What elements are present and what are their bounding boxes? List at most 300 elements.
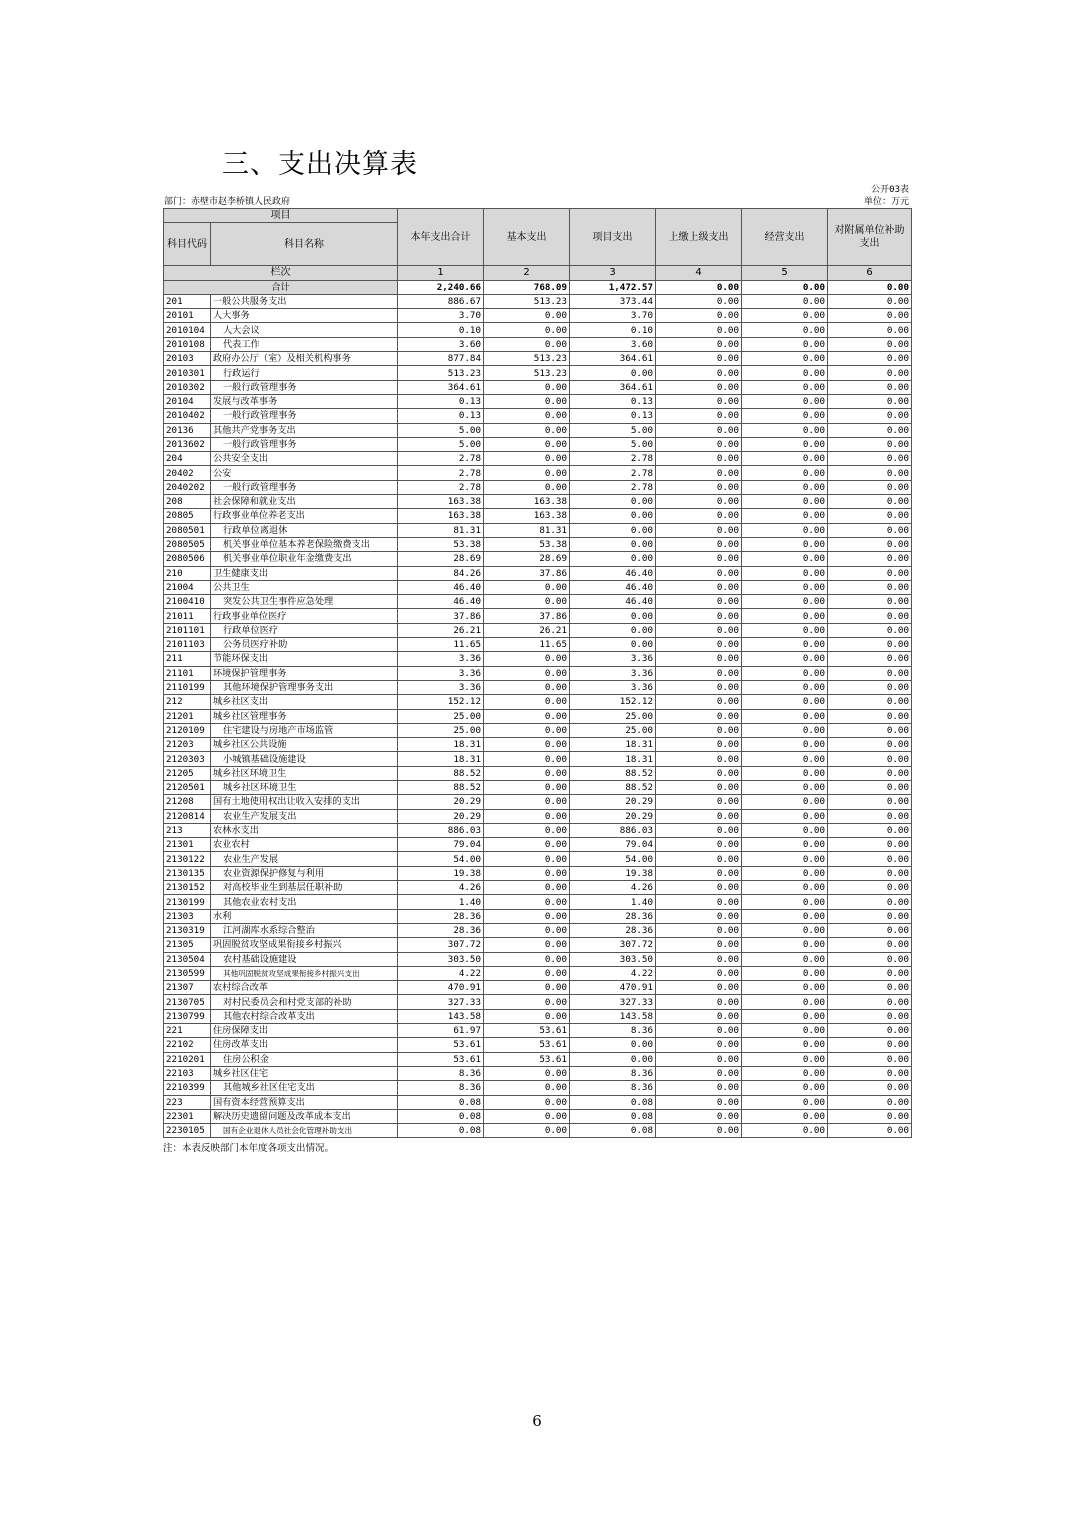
amount-cell: 37.86 — [484, 609, 570, 623]
amount-cell: 0.00 — [828, 609, 912, 623]
amount-cell: 25.00 — [570, 723, 656, 737]
amount-cell: 0.00 — [484, 952, 570, 966]
expenditure-table-sheet — [163, 182, 911, 1154]
expenditure-table — [163, 208, 912, 1138]
amount-cell: 0.00 — [828, 966, 912, 980]
header-col-operating: 经营支出 — [742, 209, 828, 266]
amount-cell: 0.00 — [484, 1095, 570, 1109]
subject-code: 2120109 — [164, 723, 211, 737]
subject-name: 社会保障和就业支出 — [211, 495, 398, 509]
amount-cell: 0.00 — [570, 509, 656, 523]
table-row — [164, 652, 912, 666]
amount-cell: 0.00 — [656, 566, 742, 580]
amount-cell: 2.78 — [398, 466, 484, 480]
amount-cell: 26.21 — [484, 623, 570, 637]
amount-cell: 0.00 — [656, 909, 742, 923]
amount-cell: 364.61 — [398, 380, 484, 394]
amount-cell: 0.00 — [656, 480, 742, 494]
subject-name: 水利 — [211, 909, 398, 923]
subject-name: 一般公共服务支出 — [211, 294, 398, 308]
amount-cell: 0.00 — [828, 523, 912, 537]
subject-name: 国有企业退休人员社会化管理补助支出 — [211, 1124, 398, 1138]
subject-code: 21307 — [164, 981, 211, 995]
amount-cell: 0.00 — [484, 981, 570, 995]
amount-cell: 0.00 — [828, 495, 912, 509]
table-row — [164, 866, 912, 880]
table-row — [164, 823, 912, 837]
amount-cell: 0.00 — [828, 666, 912, 680]
amount-cell: 0.00 — [742, 366, 828, 380]
amount-cell: 0.00 — [828, 1024, 912, 1038]
amount-cell: 364.61 — [570, 380, 656, 394]
amount-cell: 28.69 — [484, 552, 570, 566]
amount-cell: 0.00 — [656, 652, 742, 666]
amount-cell: 0.00 — [656, 709, 742, 723]
amount-cell: 0.00 — [484, 938, 570, 952]
amount-cell: 0.00 — [656, 452, 742, 466]
amount-cell: 0.00 — [742, 580, 828, 594]
amount-cell: 0.00 — [828, 1066, 912, 1080]
amount-cell: 0.00 — [828, 738, 912, 752]
amount-cell: 0.00 — [828, 795, 912, 809]
amount-cell: 0.00 — [656, 595, 742, 609]
table-row — [164, 409, 912, 423]
amount-cell: 1.40 — [570, 895, 656, 909]
subject-code: 21301 — [164, 838, 211, 852]
amount-cell: 53.61 — [398, 1052, 484, 1066]
total-row — [164, 280, 912, 294]
amount-cell: 0.00 — [828, 580, 912, 594]
header-col-number: 4 — [656, 266, 742, 280]
amount-cell: 163.38 — [398, 495, 484, 509]
amount-cell: 0.00 — [484, 1066, 570, 1080]
subject-name: 其他共产党事务支出 — [211, 423, 398, 437]
amount-cell: 0.00 — [742, 795, 828, 809]
amount-cell: 0.00 — [656, 1009, 742, 1023]
amount-cell: 0.00 — [742, 738, 828, 752]
amount-cell: 2.78 — [570, 452, 656, 466]
subject-code: 20103 — [164, 352, 211, 366]
amount-cell: 2.78 — [398, 452, 484, 466]
table-row — [164, 309, 912, 323]
subject-name: 其他巩固脱贫攻坚成果衔接乡村振兴支出 — [211, 966, 398, 980]
subject-code: 212 — [164, 695, 211, 709]
subject-name: 人大事务 — [211, 309, 398, 323]
amount-cell: 0.00 — [656, 881, 742, 895]
amount-cell: 0.00 — [570, 523, 656, 537]
amount-cell: 0.00 — [656, 337, 742, 351]
amount-cell: 0.00 — [656, 380, 742, 394]
page-number: 6 — [532, 1412, 542, 1430]
amount-cell: 0.00 — [484, 866, 570, 880]
amount-cell: 152.12 — [570, 695, 656, 709]
amount-cell: 0.00 — [828, 366, 912, 380]
subject-name: 卫生健康支出 — [211, 566, 398, 580]
amount-cell: 0.00 — [742, 1095, 828, 1109]
amount-cell: 8.36 — [398, 1081, 484, 1095]
amount-cell: 0.00 — [484, 337, 570, 351]
amount-cell: 46.40 — [570, 580, 656, 594]
amount-cell: 152.12 — [398, 695, 484, 709]
amount-cell: 3.60 — [570, 337, 656, 351]
amount-cell: 0.00 — [828, 852, 912, 866]
amount-cell: 88.52 — [570, 780, 656, 794]
amount-cell: 0.00 — [484, 1009, 570, 1023]
amount-cell: 0.08 — [570, 1124, 656, 1138]
amount-cell: 0.00 — [656, 1081, 742, 1095]
amount-cell: 0.00 — [656, 580, 742, 594]
amount-cell: 0.00 — [742, 923, 828, 937]
amount-cell: 4.22 — [570, 966, 656, 980]
subject-code: 223 — [164, 1095, 211, 1109]
amount-cell: 0.00 — [570, 366, 656, 380]
amount-cell: 0.00 — [484, 738, 570, 752]
table-row — [164, 366, 912, 380]
amount-cell: 0.00 — [656, 1109, 742, 1123]
amount-cell: 0.00 — [484, 809, 570, 823]
amount-cell: 0.00 — [742, 380, 828, 394]
subject-code: 20402 — [164, 466, 211, 480]
amount-cell: 79.04 — [398, 838, 484, 852]
amount-cell: 0.00 — [656, 680, 742, 694]
subject-name: 对高校毕业生到基层任职补助 — [211, 881, 398, 895]
subject-code: 204 — [164, 452, 211, 466]
amount-cell: 0.00 — [656, 1066, 742, 1080]
subject-name: 国有土地使用权出让收入安排的支出 — [211, 795, 398, 809]
table-row — [164, 952, 912, 966]
amount-cell: 0.00 — [828, 595, 912, 609]
subject-code: 2013602 — [164, 437, 211, 451]
amount-cell: 886.03 — [570, 823, 656, 837]
amount-cell: 0.00 — [656, 537, 742, 551]
amount-cell: 53.38 — [398, 537, 484, 551]
subject-name: 机关事业单位基本养老保险缴费支出 — [211, 537, 398, 551]
header-col-subsidy: 对附属单位补助支出 — [828, 209, 912, 266]
amount-cell: 88.52 — [398, 780, 484, 794]
table-row — [164, 638, 912, 652]
amount-cell: 0.13 — [570, 409, 656, 423]
amount-cell: 0.00 — [828, 294, 912, 308]
amount-cell: 0.00 — [656, 1124, 742, 1138]
subject-name: 公务员医疗补助 — [211, 638, 398, 652]
amount-cell: 0.00 — [742, 952, 828, 966]
amount-cell: 0.00 — [742, 995, 828, 1009]
amount-cell: 0.00 — [656, 1052, 742, 1066]
subject-name: 江河湖库水系综合整治 — [211, 923, 398, 937]
amount-cell: 5.00 — [398, 437, 484, 451]
table-row — [164, 537, 912, 551]
subject-name: 国有资本经营预算支出 — [211, 1095, 398, 1109]
subject-code: 211 — [164, 652, 211, 666]
table-row — [164, 1066, 912, 1080]
total-value: 2,240.66 — [398, 280, 484, 294]
table-row — [164, 323, 912, 337]
subject-code: 2210399 — [164, 1081, 211, 1095]
amount-cell: 0.00 — [828, 409, 912, 423]
header-col-upper: 上缴上级支出 — [656, 209, 742, 266]
amount-cell: 0.00 — [742, 780, 828, 794]
amount-cell: 0.00 — [828, 1124, 912, 1138]
amount-cell: 18.31 — [570, 738, 656, 752]
amount-cell: 0.00 — [484, 780, 570, 794]
subject-name: 城乡社区支出 — [211, 695, 398, 709]
subject-code: 2101101 — [164, 623, 211, 637]
amount-cell: 81.31 — [398, 523, 484, 537]
amount-cell: 46.40 — [570, 595, 656, 609]
amount-cell: 0.00 — [570, 1038, 656, 1052]
amount-cell: 0.00 — [828, 938, 912, 952]
amount-cell: 0.00 — [484, 466, 570, 480]
subject-code: 21303 — [164, 909, 211, 923]
subject-code: 22301 — [164, 1109, 211, 1123]
amount-cell: 0.00 — [828, 838, 912, 852]
amount-cell: 0.00 — [656, 1038, 742, 1052]
amount-cell: 0.00 — [656, 1095, 742, 1109]
amount-cell: 0.00 — [828, 766, 912, 780]
amount-cell: 0.00 — [828, 881, 912, 895]
subject-name: 行政事业单位养老支出 — [211, 509, 398, 523]
header-col-basic: 基本支出 — [484, 209, 570, 266]
amount-cell: 81.31 — [484, 523, 570, 537]
subject-code: 21101 — [164, 666, 211, 680]
amount-cell: 513.23 — [484, 366, 570, 380]
amount-cell: 0.00 — [742, 394, 828, 408]
table-row — [164, 394, 912, 408]
amount-cell: 0.00 — [742, 852, 828, 866]
amount-cell: 0.00 — [656, 394, 742, 408]
subject-code: 2040202 — [164, 480, 211, 494]
unit-label: 单位：万元 — [863, 197, 909, 207]
subject-code: 20136 — [164, 423, 211, 437]
total-value: 768.09 — [484, 280, 570, 294]
subject-name: 解决历史遗留问题及改革成本支出 — [211, 1109, 398, 1123]
amount-cell: 0.00 — [656, 723, 742, 737]
amount-cell: 0.00 — [828, 780, 912, 794]
page-title: 三、支出决算表 — [222, 149, 418, 180]
header-col-number: 5 — [742, 266, 828, 280]
total-value: 0.00 — [828, 280, 912, 294]
amount-cell: 0.00 — [484, 409, 570, 423]
amount-cell: 0.13 — [398, 409, 484, 423]
amount-cell: 0.00 — [828, 466, 912, 480]
table-row — [164, 1052, 912, 1066]
department-label: 部门：赤壁市赵李桥镇人民政府 — [164, 197, 291, 207]
amount-cell: 0.00 — [484, 966, 570, 980]
amount-cell: 0.00 — [742, 1024, 828, 1038]
subject-code: 221 — [164, 1024, 211, 1038]
table-row — [164, 595, 912, 609]
subject-code: 2130319 — [164, 923, 211, 937]
amount-cell: 0.00 — [828, 1109, 912, 1123]
amount-cell: 0.00 — [656, 809, 742, 823]
amount-cell: 373.44 — [570, 294, 656, 308]
table-row — [164, 623, 912, 637]
subject-name: 农业农村 — [211, 838, 398, 852]
amount-cell: 54.00 — [398, 852, 484, 866]
subject-code: 213 — [164, 823, 211, 837]
amount-cell: 2.78 — [570, 480, 656, 494]
amount-cell: 513.23 — [398, 366, 484, 380]
table-row — [164, 895, 912, 909]
amount-cell: 0.00 — [828, 566, 912, 580]
amount-cell: 0.00 — [828, 995, 912, 1009]
amount-cell: 0.00 — [484, 1124, 570, 1138]
table-row — [164, 795, 912, 809]
amount-cell: 0.00 — [742, 452, 828, 466]
amount-cell: 8.36 — [570, 1024, 656, 1038]
amount-cell: 0.00 — [484, 995, 570, 1009]
amount-cell: 0.00 — [742, 1109, 828, 1123]
amount-cell: 0.00 — [656, 623, 742, 637]
amount-cell: 54.00 — [570, 852, 656, 866]
amount-cell: 79.04 — [570, 838, 656, 852]
amount-cell: 0.00 — [656, 1024, 742, 1038]
amount-cell: 0.00 — [742, 766, 828, 780]
amount-cell: 0.00 — [742, 480, 828, 494]
amount-cell: 0.00 — [656, 609, 742, 623]
amount-cell: 0.00 — [742, 623, 828, 637]
subject-name: 城乡社区管理事务 — [211, 709, 398, 723]
amount-cell: 327.33 — [398, 995, 484, 1009]
table-row — [164, 995, 912, 1009]
amount-cell: 0.00 — [828, 1009, 912, 1023]
subject-code: 2130599 — [164, 966, 211, 980]
subject-code: 2080506 — [164, 552, 211, 566]
table-row — [164, 780, 912, 794]
subject-code: 22103 — [164, 1066, 211, 1080]
subject-name: 住房改革支出 — [211, 1038, 398, 1052]
subject-name: 住房公积金 — [211, 1052, 398, 1066]
amount-cell: 37.86 — [398, 609, 484, 623]
amount-cell: 0.00 — [570, 1052, 656, 1066]
amount-cell: 28.36 — [398, 923, 484, 937]
amount-cell: 0.00 — [484, 895, 570, 909]
subject-code: 2120303 — [164, 752, 211, 766]
subject-code: 2100410 — [164, 595, 211, 609]
amount-cell: 8.36 — [570, 1081, 656, 1095]
amount-cell: 84.26 — [398, 566, 484, 580]
subject-code: 2010104 — [164, 323, 211, 337]
subject-name: 城乡社区环境卫生 — [211, 780, 398, 794]
amount-cell: 0.00 — [828, 638, 912, 652]
subject-code: 21011 — [164, 609, 211, 623]
table-row — [164, 523, 912, 537]
amount-cell: 18.31 — [398, 752, 484, 766]
amount-cell: 0.00 — [828, 352, 912, 366]
amount-cell: 0.00 — [742, 537, 828, 551]
amount-cell: 0.00 — [742, 437, 828, 451]
table-row — [164, 452, 912, 466]
table-row — [164, 1109, 912, 1123]
table-row — [164, 437, 912, 451]
amount-cell: 0.00 — [656, 780, 742, 794]
amount-cell: 0.10 — [570, 323, 656, 337]
amount-cell: 0.00 — [656, 495, 742, 509]
amount-cell: 2.78 — [398, 480, 484, 494]
amount-cell: 0.00 — [742, 895, 828, 909]
subject-name: 住宅建设与房地产市场监管 — [211, 723, 398, 737]
subject-code: 2080505 — [164, 537, 211, 551]
amount-cell: 0.00 — [656, 823, 742, 837]
amount-cell: 0.00 — [742, 823, 828, 837]
amount-cell: 0.00 — [742, 938, 828, 952]
subject-code: 2010402 — [164, 409, 211, 423]
subject-name: 代表工作 — [211, 337, 398, 351]
table-row — [164, 380, 912, 394]
amount-cell: 3.70 — [570, 309, 656, 323]
amount-cell: 0.00 — [828, 981, 912, 995]
amount-cell: 0.00 — [828, 952, 912, 966]
table-row — [164, 666, 912, 680]
amount-cell: 0.00 — [742, 695, 828, 709]
amount-cell: 0.00 — [484, 437, 570, 451]
subject-code: 20104 — [164, 394, 211, 408]
amount-cell: 886.67 — [398, 294, 484, 308]
amount-cell: 0.00 — [484, 380, 570, 394]
subject-code: 21004 — [164, 580, 211, 594]
amount-cell: 20.29 — [398, 809, 484, 823]
amount-cell: 0.00 — [742, 652, 828, 666]
subject-code: 201 — [164, 294, 211, 308]
subject-code: 2010108 — [164, 337, 211, 351]
amount-cell: 0.00 — [742, 1009, 828, 1023]
amount-cell: 20.29 — [570, 795, 656, 809]
amount-cell: 0.00 — [484, 709, 570, 723]
amount-cell: 0.00 — [656, 981, 742, 995]
amount-cell: 877.84 — [398, 352, 484, 366]
amount-cell: 0.00 — [656, 966, 742, 980]
amount-cell: 0.00 — [484, 480, 570, 494]
amount-cell: 0.00 — [484, 795, 570, 809]
amount-cell: 0.13 — [570, 394, 656, 408]
amount-cell: 0.00 — [828, 337, 912, 351]
amount-cell: 0.00 — [742, 523, 828, 537]
amount-cell: 0.00 — [656, 666, 742, 680]
amount-cell: 0.00 — [742, 680, 828, 694]
amount-cell: 0.00 — [828, 809, 912, 823]
amount-cell: 0.00 — [828, 394, 912, 408]
amount-cell: 25.00 — [398, 709, 484, 723]
amount-cell: 0.00 — [656, 509, 742, 523]
amount-cell: 3.36 — [570, 680, 656, 694]
subject-code: 2130135 — [164, 866, 211, 880]
amount-cell: 11.65 — [484, 638, 570, 652]
table-row — [164, 695, 912, 709]
header-col-project: 项目支出 — [570, 209, 656, 266]
amount-cell: 0.00 — [828, 923, 912, 937]
amount-cell: 0.00 — [484, 909, 570, 923]
subject-code: 2130152 — [164, 881, 211, 895]
amount-cell: 0.00 — [656, 995, 742, 1009]
subject-name: 城乡社区公共设施 — [211, 738, 398, 752]
subject-code: 2130122 — [164, 852, 211, 866]
table-meta — [163, 182, 911, 208]
amount-cell: 0.00 — [656, 938, 742, 952]
amount-cell: 4.26 — [570, 881, 656, 895]
subject-code: 2130199 — [164, 895, 211, 909]
amount-cell: 3.70 — [398, 309, 484, 323]
amount-cell: 0.00 — [742, 881, 828, 895]
amount-cell: 0.00 — [570, 609, 656, 623]
amount-cell: 163.38 — [484, 509, 570, 523]
table-row — [164, 552, 912, 566]
subject-code: 21208 — [164, 795, 211, 809]
amount-cell: 3.60 — [398, 337, 484, 351]
amount-cell: 0.00 — [656, 952, 742, 966]
amount-cell: 0.00 — [484, 838, 570, 852]
subject-name: 环境保护管理事务 — [211, 666, 398, 680]
subject-code: 2130705 — [164, 995, 211, 1009]
